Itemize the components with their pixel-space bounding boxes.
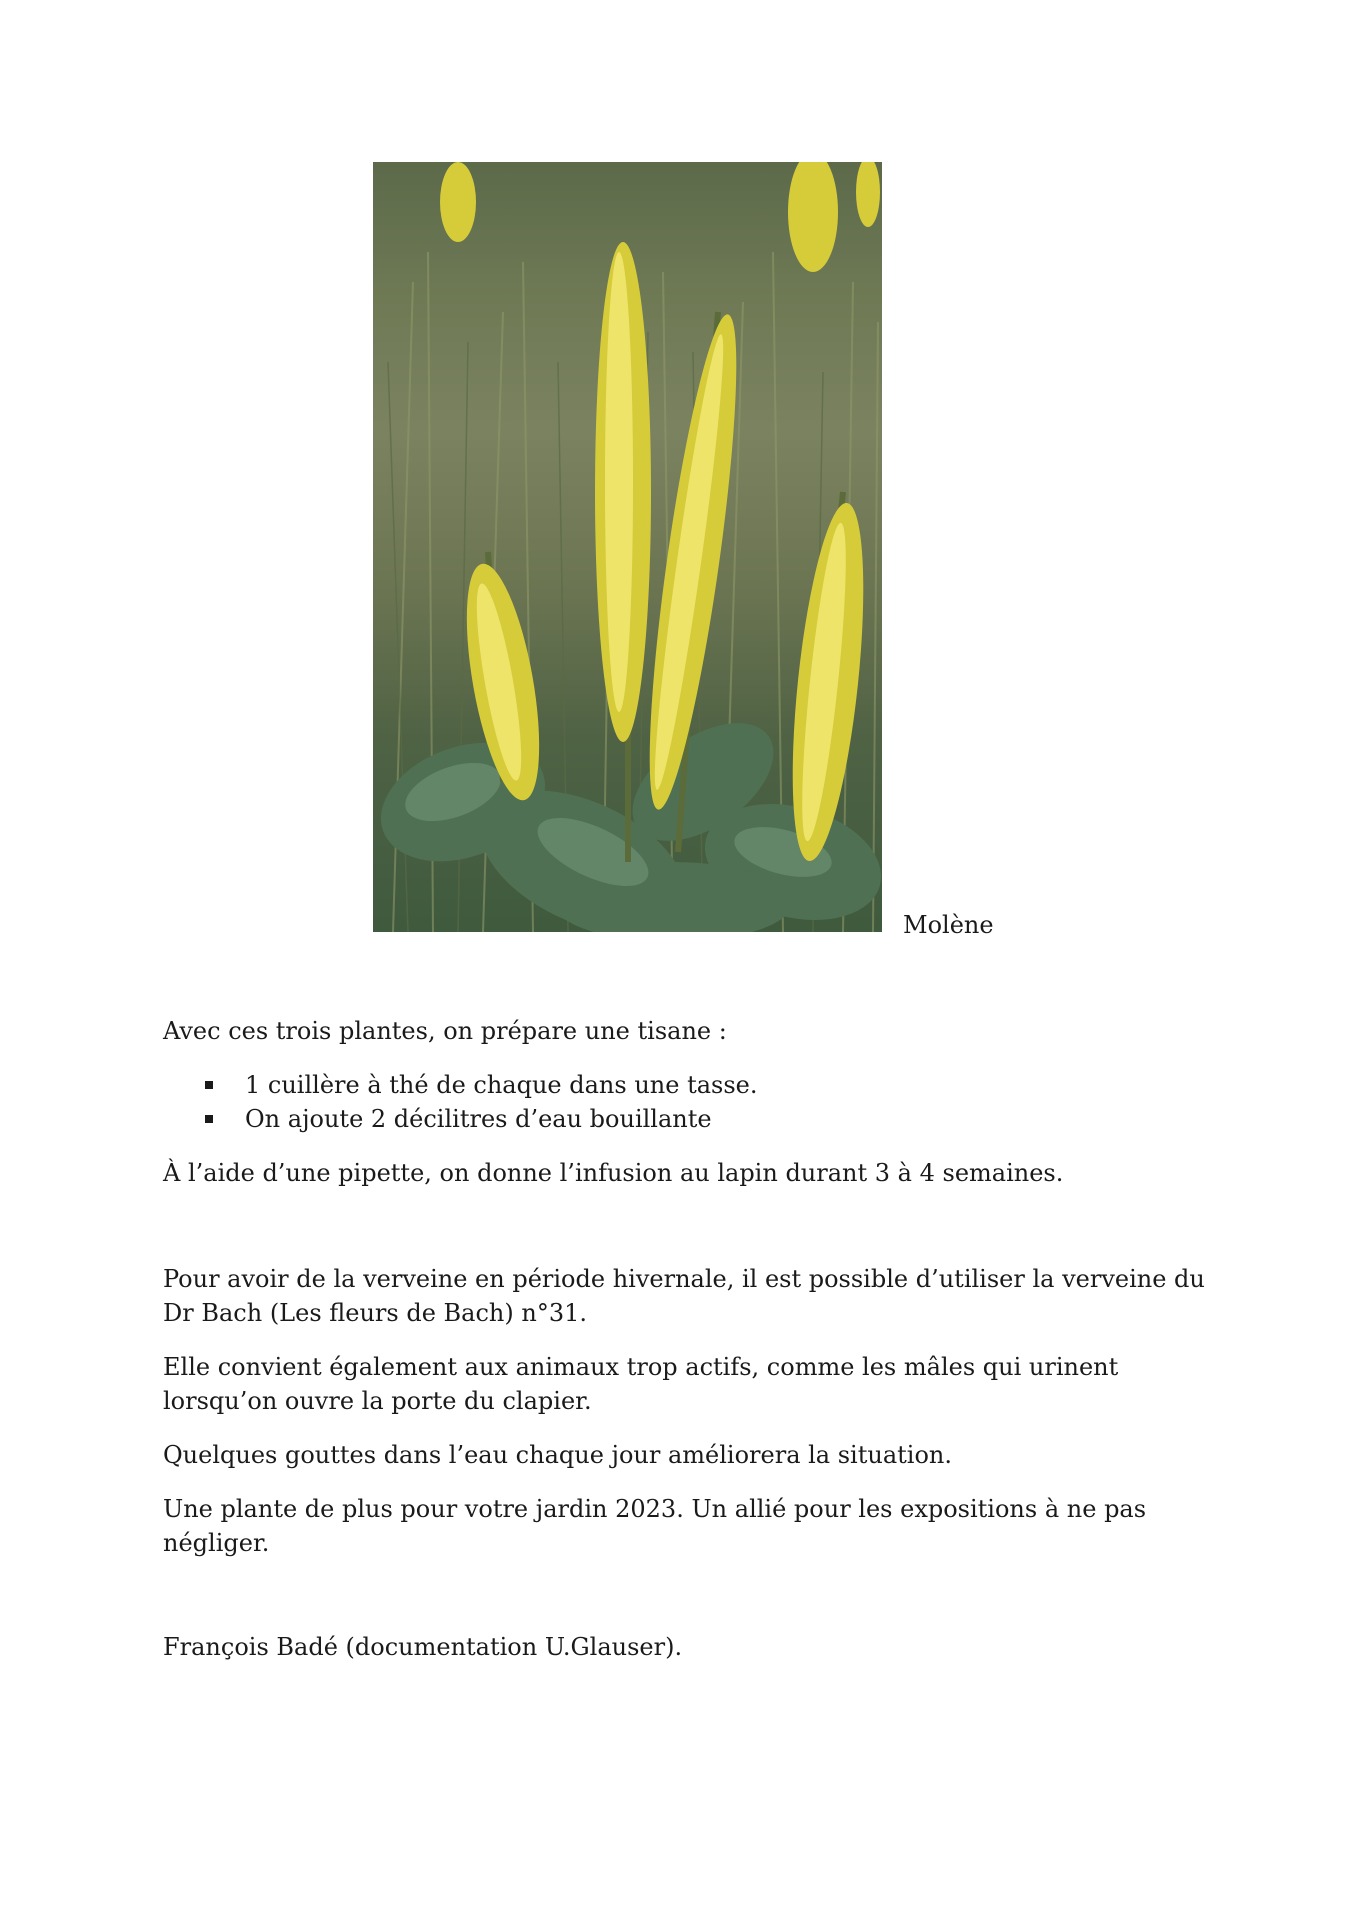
- body-paragraph: Quelques gouttes dans l’eau chaque jour améliorera la situation.: [163, 1441, 952, 1469]
- photo-caption: Molène: [903, 911, 994, 939]
- recipe-list: [205, 1068, 758, 1136]
- signature: François Badé (documentation U.Glauser).: [163, 1633, 683, 1661]
- list-item: [205, 1068, 758, 1102]
- mullein-photo: [373, 162, 882, 932]
- list-item-text: 1 cuillère à thé de chaque dans une tasse.: [245, 1071, 758, 1099]
- list-item-text: On ajoute 2 décilitres d’eau bouillante: [245, 1105, 712, 1133]
- body-paragraph: Pour avoir de la verveine en période hivernale, il est possible d’utiliser la verveine du Dr Bach (Les fleurs de Bach) n°31.: [163, 1265, 1205, 1327]
- bullet-square-icon: [205, 1115, 213, 1123]
- body-paragraph: Une plante de plus pour votre jardin 2023. Un allié pour les expositions à ne pas négliger.: [163, 1495, 1147, 1557]
- instructions-paragraph: À l’aide d’une pipette, on donne l’infusion au lapin durant 3 à 4 semaines.: [163, 1159, 1064, 1187]
- list-item: [205, 1102, 758, 1136]
- body-paragraph: Elle convient également aux animaux trop actifs, comme les mâles qui urinent lorsqu’on ouvre la porte du clapier.: [163, 1353, 1119, 1415]
- intro-paragraph: Avec ces trois plantes, on prépare une tisane :: [163, 1017, 727, 1045]
- bullet-square-icon: [205, 1081, 213, 1089]
